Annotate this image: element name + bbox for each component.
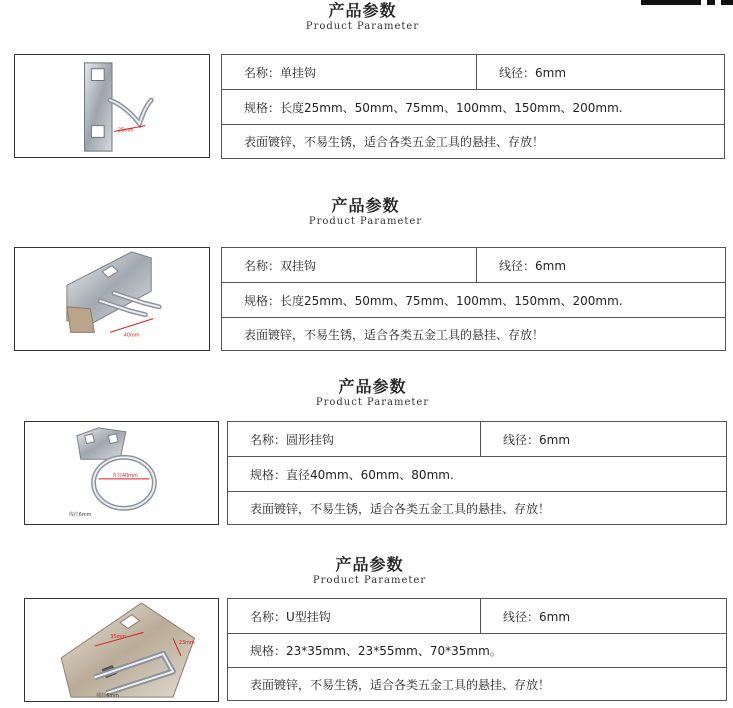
table-row [222, 124, 724, 158]
product-section-u-hook [0, 548, 733, 708]
heading-cn: 产品参数 [331, 196, 400, 215]
product-section-double-hook [0, 190, 733, 355]
wire-cell: 线径：6mm [503, 432, 571, 447]
parameter-table [227, 421, 727, 525]
table-row [222, 248, 725, 282]
heading-en: Product Parameter [315, 397, 430, 408]
table-row [228, 422, 726, 456]
wire-cell: 线径：6mm [503, 609, 571, 624]
dimension-label: 25mm [117, 127, 134, 134]
wire-label: 线径6mm [69, 512, 92, 519]
length-label: 35mm [110, 634, 126, 641]
section-heading [0, 2, 729, 33]
section-heading [3, 556, 733, 587]
product-photo [24, 598, 219, 702]
table-row [228, 599, 726, 633]
parameter-table [221, 54, 725, 159]
wire-label: 线径6mm [96, 693, 119, 700]
parameter-table [227, 598, 727, 701]
table-row [228, 633, 726, 667]
name-cell: 名称：圆形挂钩 [250, 432, 335, 447]
table-row [222, 89, 724, 124]
heading-en: Product Parameter [305, 21, 420, 32]
width-label: 23mm [178, 640, 195, 647]
table-row [228, 667, 726, 700]
table-row [228, 456, 726, 491]
table-row [222, 282, 725, 317]
parameter-table [221, 247, 726, 351]
double-hook-illustration [15, 248, 209, 350]
heading-cn: 产品参数 [338, 377, 407, 396]
wire-cell: 线径：6mm [499, 65, 567, 80]
single-hook-illustration [15, 55, 209, 157]
surface-cell: 表面镀锌，不易生锈，适合各类五金工具的悬挂、存放！ [244, 327, 545, 342]
heading-en: Product Parameter [312, 575, 427, 586]
table-row [228, 491, 726, 524]
product-photo [14, 247, 210, 351]
product-photo [14, 54, 210, 158]
section-heading [0, 197, 732, 228]
spec-cell: 规格：直径40mm、60mm、80mm. [250, 467, 454, 482]
name-cell: 名称：双挂钩 [244, 258, 317, 273]
name-cell: 名称：单挂钩 [244, 65, 317, 80]
product-section-single-hook [0, 0, 733, 165]
section-heading [6, 378, 733, 409]
spec-cell: 规格：长度25mm、50mm、75mm、100mm、150mm、200mm. [244, 293, 623, 308]
table-row [222, 55, 724, 89]
surface-cell: 表面镀锌，不易生锈，适合各类五金工具的悬挂、存放！ [244, 135, 545, 149]
name-cell: 名称：U型挂钩 [250, 609, 331, 624]
diameter-label: 直径40mm [112, 472, 138, 479]
surface-cell: 表面镀锌，不易生锈，适合各类五金工具的悬挂、存放！ [250, 501, 551, 516]
heading-cn: 产品参数 [328, 1, 397, 20]
wire-cell: 线径：6mm [499, 258, 567, 273]
product-section-ring-hook [0, 370, 733, 530]
u-hook-illustration [25, 599, 218, 701]
spec-cell: 规格：23*35mm、23*55mm、70*35mm。 [250, 644, 502, 658]
ring-hook-illustration [25, 422, 218, 524]
heading-en: Product Parameter [308, 216, 423, 227]
heading-cn: 产品参数 [335, 555, 404, 574]
dimension-label: 40mm [123, 332, 140, 339]
product-photo [24, 421, 219, 525]
spec-cell: 规格：长度25mm、50mm、75mm、100mm、150mm、200mm. [244, 100, 623, 115]
table-row [222, 317, 725, 350]
surface-cell: 表面镀锌，不易生锈，适合各类五金工具的悬挂、存放！ [250, 677, 551, 692]
